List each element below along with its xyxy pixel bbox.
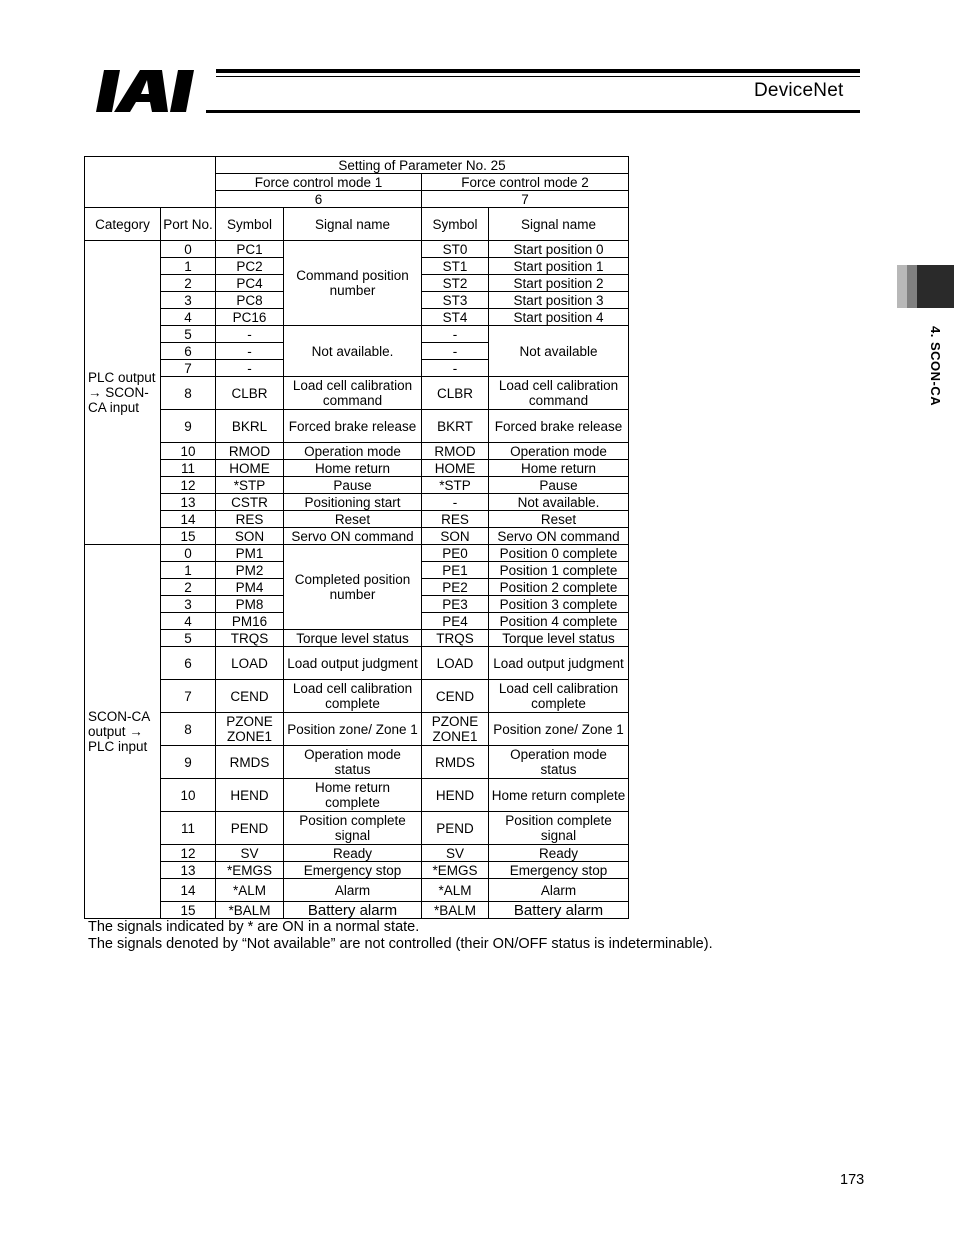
symbol-mode2: PE2 [422, 579, 489, 596]
port-number: 14 [161, 511, 216, 528]
signal-name-mode2: Torque level status [489, 630, 629, 647]
port-number: 8 [161, 713, 216, 746]
footnotes [88, 919, 713, 953]
param-heading: Setting of Parameter No. 25 [216, 157, 629, 174]
signal-assignment-table [84, 156, 629, 919]
symbol-mode2: SON [422, 528, 489, 545]
mode2-value: 7 [422, 191, 629, 208]
signal-name-mode2: Position complete signal [489, 812, 629, 845]
header-symbol-mode1: Symbol [216, 208, 284, 241]
signal-name-mode1: Load output judgment [284, 647, 422, 680]
signal-name-mode2: Load output judgment [489, 647, 629, 680]
port-number: 7 [161, 680, 216, 713]
symbol-mode1: CLBR [216, 377, 284, 410]
symbol-mode2: PZONE ZONE1 [422, 713, 489, 746]
symbol-mode1: RES [216, 511, 284, 528]
port-number: 11 [161, 460, 216, 477]
header-category: Category [85, 208, 161, 241]
signal-name-mode1: Load cell calibration command [284, 377, 422, 410]
symbol-mode1: - [216, 360, 284, 377]
header-signal-name-mode2: Signal name [489, 208, 629, 241]
port-number: 15 [161, 528, 216, 545]
table-row [85, 528, 629, 545]
signal-name-mode1: Completed position number [284, 545, 422, 630]
signal-name-mode1: Battery alarm [284, 902, 422, 919]
table-row [85, 545, 629, 562]
category-plc-to-scon: PLC output → SCON-CA input [85, 241, 161, 545]
port-number: 8 [161, 377, 216, 410]
symbol-mode1: PM1 [216, 545, 284, 562]
symbol-mode2: HOME [422, 460, 489, 477]
signal-name-mode1: Pause [284, 477, 422, 494]
signal-name-mode1: Alarm [284, 879, 422, 902]
header-rule-thick [216, 69, 860, 73]
symbol-mode1: PC4 [216, 275, 284, 292]
symbol-mode1: PC16 [216, 309, 284, 326]
symbol-mode1: TRQS [216, 630, 284, 647]
signal-name-mode1: Command position number [284, 241, 422, 326]
table-row [85, 630, 629, 647]
signal-name-mode2: Position 4 complete [489, 613, 629, 630]
table-row [85, 241, 629, 258]
signal-name-mode2: Battery alarm [489, 902, 629, 919]
symbol-mode2: *EMGS [422, 862, 489, 879]
footnote-normal-state: The signals indicated by * are ON in a normal state. [88, 919, 420, 935]
symbol-mode2: ST2 [422, 275, 489, 292]
header-rule-thin [216, 76, 860, 77]
table-row [85, 902, 629, 919]
symbol-mode2: PE0 [422, 545, 489, 562]
symbol-mode2: RMDS [422, 746, 489, 779]
port-number: 0 [161, 241, 216, 258]
signal-name-mode1: Operation mode [284, 443, 422, 460]
signal-name-mode2: Home return [489, 460, 629, 477]
chapter-label: 4. SCON-CA [928, 326, 943, 407]
symbol-mode1: PC2 [216, 258, 284, 275]
table-row [85, 845, 629, 862]
port-number: 0 [161, 545, 216, 562]
port-number: 13 [161, 862, 216, 879]
chapter-tab-block [917, 265, 954, 308]
symbol-mode1: PM4 [216, 579, 284, 596]
symbol-mode1: PM16 [216, 613, 284, 630]
table-row [85, 680, 629, 713]
symbol-mode1: HEND [216, 779, 284, 812]
port-number: 10 [161, 443, 216, 460]
port-number: 3 [161, 596, 216, 613]
port-number: 3 [161, 292, 216, 309]
signal-name-mode1: Not available. [284, 326, 422, 377]
signal-name-mode2: Position 0 complete [489, 545, 629, 562]
table-row [85, 862, 629, 879]
symbol-mode2: RES [422, 511, 489, 528]
symbol-mode2: ST3 [422, 292, 489, 309]
port-number: 4 [161, 613, 216, 630]
port-number: 12 [161, 845, 216, 862]
signal-name-mode1: Home return [284, 460, 422, 477]
port-number: 7 [161, 360, 216, 377]
port-number: 2 [161, 579, 216, 596]
signal-name-mode2: Load cell calibration complete [489, 680, 629, 713]
signal-name-mode1: Forced brake release [284, 410, 422, 443]
symbol-mode2: - [422, 343, 489, 360]
header-symbol-mode2: Symbol [422, 208, 489, 241]
symbol-mode2: - [422, 326, 489, 343]
header-port-no: Port No. [161, 208, 216, 241]
symbol-mode2: BKRT [422, 410, 489, 443]
symbol-mode1: HOME [216, 460, 284, 477]
table-row [85, 647, 629, 680]
port-number: 5 [161, 326, 216, 343]
symbol-mode2: HEND [422, 779, 489, 812]
table-row [85, 746, 629, 779]
iai-logo [92, 66, 210, 116]
signal-name-mode2: Start position 2 [489, 275, 629, 292]
port-number: 6 [161, 343, 216, 360]
symbol-mode1: RMDS [216, 746, 284, 779]
chapter-tab [897, 265, 954, 308]
port-number: 2 [161, 275, 216, 292]
port-number: 15 [161, 902, 216, 919]
mode1-value: 6 [216, 191, 422, 208]
signal-name-mode1: Position complete signal [284, 812, 422, 845]
signal-name-mode1: Home return complete [284, 779, 422, 812]
signal-name-mode2: Forced brake release [489, 410, 629, 443]
port-number: 5 [161, 630, 216, 647]
symbol-mode1: SON [216, 528, 284, 545]
signal-name-mode1: Positioning start [284, 494, 422, 511]
symbol-mode1: *ALM [216, 879, 284, 902]
port-number: 14 [161, 879, 216, 902]
category-scon-to-plc: SCON-CA output → PLC input [85, 545, 161, 919]
signal-name-mode1: Load cell calibration complete [284, 680, 422, 713]
signal-name-mode2: Servo ON command [489, 528, 629, 545]
symbol-mode2: PE1 [422, 562, 489, 579]
page-number: 173 [840, 1172, 865, 1188]
symbol-mode1: PM2 [216, 562, 284, 579]
signal-name-mode2: Load cell calibration command [489, 377, 629, 410]
table-row [85, 410, 629, 443]
port-number: 10 [161, 779, 216, 812]
signal-name-mode2: Operation mode [489, 443, 629, 460]
symbol-mode1: PZONE ZONE1 [216, 713, 284, 746]
document-title: DeviceNet [754, 80, 844, 101]
signal-name-mode2: Reset [489, 511, 629, 528]
signal-name-mode2: Emergency stop [489, 862, 629, 879]
table-row [85, 460, 629, 477]
signal-name-mode1: Position zone/ Zone 1 [284, 713, 422, 746]
port-number: 1 [161, 562, 216, 579]
signal-name-mode1: Torque level status [284, 630, 422, 647]
symbol-mode1: CSTR [216, 494, 284, 511]
signal-name-mode2: Position 3 complete [489, 596, 629, 613]
port-number: 1 [161, 258, 216, 275]
mode2-label: Force control mode 2 [422, 174, 629, 191]
chapter-tab-stripe-light [897, 265, 907, 308]
symbol-mode1: *EMGS [216, 862, 284, 879]
signal-name-mode1: Emergency stop [284, 862, 422, 879]
port-number: 11 [161, 812, 216, 845]
port-number: 6 [161, 647, 216, 680]
header-rule-bottom [206, 110, 860, 113]
symbol-mode1: SV [216, 845, 284, 862]
symbol-mode2: CLBR [422, 377, 489, 410]
table-row [85, 879, 629, 902]
signal-name-mode2: Ready [489, 845, 629, 862]
symbol-mode2: - [422, 494, 489, 511]
symbol-mode2: PE3 [422, 596, 489, 613]
port-number: 4 [161, 309, 216, 326]
symbol-mode2: PE4 [422, 613, 489, 630]
mode1-label: Force control mode 1 [216, 174, 422, 191]
signal-name-mode2: Operation mode status [489, 746, 629, 779]
signal-name-mode2: Not available [489, 326, 629, 377]
signal-name-mode2: Position zone/ Zone 1 [489, 713, 629, 746]
symbol-mode1: PC1 [216, 241, 284, 258]
table-row [85, 812, 629, 845]
signal-name-mode1: Operation mode status [284, 746, 422, 779]
symbol-mode2: - [422, 360, 489, 377]
signal-name-mode2: Pause [489, 477, 629, 494]
signal-name-mode2: Start position 4 [489, 309, 629, 326]
symbol-mode1: PEND [216, 812, 284, 845]
table-corner-cell [85, 157, 216, 208]
symbol-mode1: LOAD [216, 647, 284, 680]
signal-name-mode2: Start position 1 [489, 258, 629, 275]
port-number: 9 [161, 410, 216, 443]
symbol-mode1: RMOD [216, 443, 284, 460]
table-row [85, 377, 629, 410]
symbol-mode1: BKRL [216, 410, 284, 443]
symbol-mode2: RMOD [422, 443, 489, 460]
signal-name-mode1: Reset [284, 511, 422, 528]
symbol-mode2: TRQS [422, 630, 489, 647]
footnote-not-available: The signals denoted by “Not available” are not controlled (their ON/OFF status is indeterminable). [88, 936, 713, 952]
port-number: 13 [161, 494, 216, 511]
symbol-mode2: *BALM [422, 902, 489, 919]
header-signal-name-mode1: Signal name [284, 208, 422, 241]
signal-name-mode2: Position 1 complete [489, 562, 629, 579]
symbol-mode2: ST1 [422, 258, 489, 275]
table-row [85, 713, 629, 746]
symbol-mode1: CEND [216, 680, 284, 713]
symbol-mode2: CEND [422, 680, 489, 713]
signal-name-mode2: Not available. [489, 494, 629, 511]
symbol-mode1: *BALM [216, 902, 284, 919]
signal-name-mode2: Position 2 complete [489, 579, 629, 596]
chapter-tab-stripe-mid [907, 265, 917, 308]
table-row [85, 779, 629, 812]
signal-name-mode2: Alarm [489, 879, 629, 902]
symbol-mode1: - [216, 343, 284, 360]
symbol-mode1: PM8 [216, 596, 284, 613]
table-row [85, 443, 629, 460]
symbol-mode2: LOAD [422, 647, 489, 680]
signal-name-mode2: Home return complete [489, 779, 629, 812]
signal-name-mode1: Ready [284, 845, 422, 862]
symbol-mode2: *STP [422, 477, 489, 494]
table-row [85, 494, 629, 511]
port-number: 9 [161, 746, 216, 779]
table-row [85, 477, 629, 494]
port-number: 12 [161, 477, 216, 494]
table-row [85, 326, 629, 343]
table-row [85, 511, 629, 528]
symbol-mode1: *STP [216, 477, 284, 494]
symbol-mode2: ST0 [422, 241, 489, 258]
symbol-mode1: PC8 [216, 292, 284, 309]
symbol-mode2: PEND [422, 812, 489, 845]
symbol-mode2: *ALM [422, 879, 489, 902]
signal-name-mode1: Servo ON command [284, 528, 422, 545]
symbol-mode2: SV [422, 845, 489, 862]
signal-name-mode2: Start position 3 [489, 292, 629, 309]
symbol-mode2: ST4 [422, 309, 489, 326]
signal-name-mode2: Start position 0 [489, 241, 629, 258]
symbol-mode1: - [216, 326, 284, 343]
